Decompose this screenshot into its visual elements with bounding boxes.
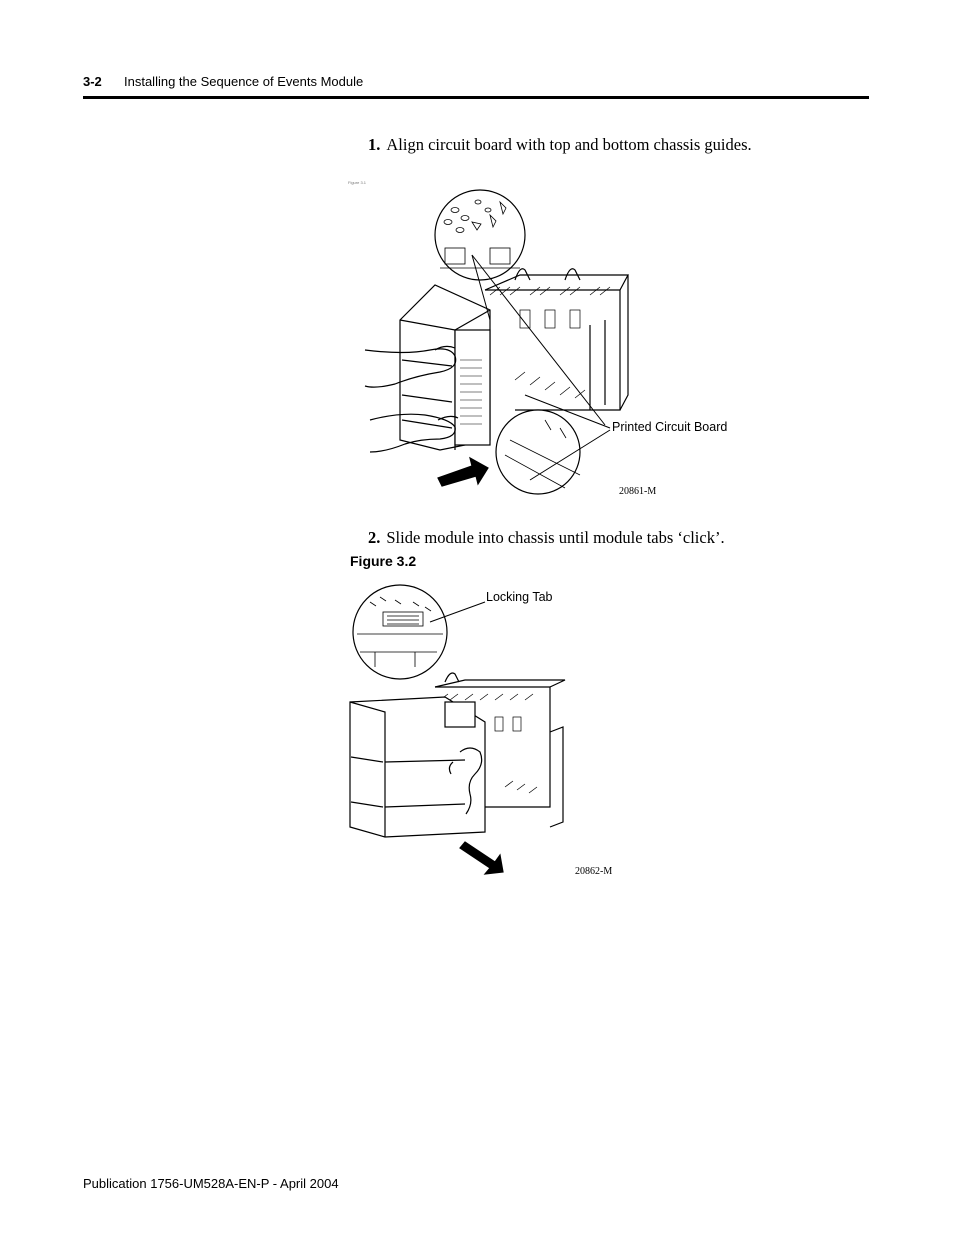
section-title: Installing the Sequence of Events Module [124,74,364,89]
step-2 [368,528,725,548]
figure-2-caption: Figure 3.2 [350,553,417,569]
footer-publication: Publication 1756-UM528A-EN-P - April 2004 [83,1176,339,1191]
step-2-text: Slide module into chassis until module tabs ‘click’. [386,528,725,547]
figure-1-illustration [360,180,660,500]
page-number: 3-2 [83,74,102,89]
figure-2-illustration [345,572,585,882]
step-2-number: 2. [368,528,381,547]
step-1-text: Align circuit board with top and bottom chassis guides. [386,135,752,154]
figure-1-id: 20861-M [619,486,657,497]
header-rule [83,96,869,99]
step-1 [368,135,752,155]
step-1-number: 1. [368,135,381,154]
figure-2-callout: Locking Tab [486,590,553,604]
figure-1-callout: Printed Circuit Board [612,420,728,434]
figure-2-id: 20862-M [575,866,613,877]
figure-1-tiny-label: Figure 3.1 [348,180,367,185]
